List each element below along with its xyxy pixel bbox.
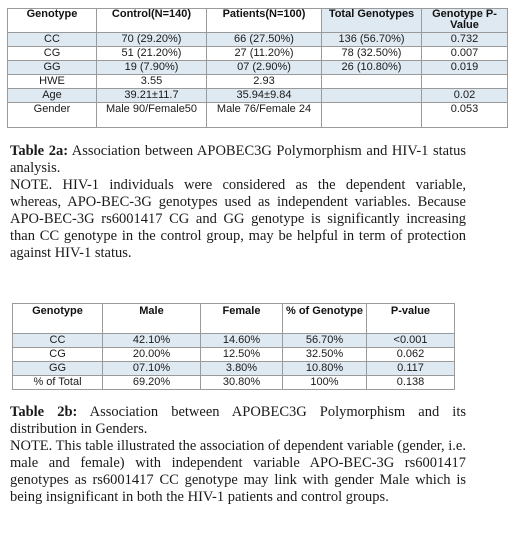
table-cell: 136 (56.70%) <box>322 33 422 47</box>
table-cell: 20.00% <box>103 348 201 362</box>
table-cell: 3.80% <box>201 362 283 376</box>
table-cell: Male 90/Female50 <box>97 103 207 128</box>
table-cell: GG <box>13 362 103 376</box>
table-2b-header-genotype: Genotype <box>13 304 103 334</box>
table-cell: 0.019 <box>422 61 508 75</box>
table-cell: HWE <box>8 75 97 89</box>
table-cell: 30.80% <box>201 376 283 390</box>
table-cell: 3.55 <box>97 75 207 89</box>
table-cell: Male 76/Female 24 <box>207 103 322 128</box>
table-2a-header-genotype-p-value: Genotype P-Value <box>422 9 508 33</box>
table-cell: 39.21±11.7 <box>97 89 207 103</box>
table-cell: Age <box>8 89 97 103</box>
caption-label: Table 2a: <box>10 143 69 159</box>
caption-title: Association between APOBEC3G Polymorphism and its distribution in Genders. <box>10 404 467 437</box>
table-cell: 66 (27.50%) <box>207 33 322 47</box>
table-2a <box>7 8 508 128</box>
table-cell: <0.001 <box>367 334 455 348</box>
table-cell: 70 (29.20%) <box>97 33 207 47</box>
table-cell: 78 (32.50%) <box>322 47 422 61</box>
table-row <box>13 334 455 348</box>
table-2b-header-p-value: P-value <box>367 304 455 334</box>
table-cell: 42.10% <box>103 334 201 348</box>
table-cell: 0.732 <box>422 33 508 47</box>
table-row <box>8 33 508 47</box>
table-row <box>8 47 508 61</box>
table-cell: 56.70% <box>283 334 367 348</box>
table-cell: 10.80% <box>283 362 367 376</box>
table-cell: 0.007 <box>422 47 508 61</box>
table-row <box>13 362 455 376</box>
table-2b-header-percent-of-genotype: % of Genotype <box>283 304 367 334</box>
table-2b-header-female: Female <box>201 304 283 334</box>
table-cell <box>322 89 422 103</box>
table-cell <box>422 75 508 89</box>
table-cell: CG <box>8 47 97 61</box>
table-2a-header-genotype: Genotype <box>8 9 97 33</box>
table-cell: 26 (10.80%) <box>322 61 422 75</box>
table-row <box>8 103 508 128</box>
table-cell: % of Total <box>13 376 103 390</box>
caption-title: Association between APOBEC3G Polymorphism and HIV-1 status analysis. <box>10 143 467 176</box>
caption-note: NOTE. HIV-1 individuals were considered as the dependent variable, whereas, APO-BEC-3G genotypes used as independent variables. Because APO-BEC-3G rs6001417 CG and GG genotype is significantly increasing than CC genotype in the control group, may be helpful in term of protection against HIV-1 status. <box>10 177 466 261</box>
table-cell: 0.062 <box>367 348 455 362</box>
table-cell: 35.94±9.84 <box>207 89 322 103</box>
table-2a-header-control: Control(N=140) <box>97 9 207 33</box>
table-row <box>8 89 508 103</box>
table-2a-header-total-genotypes: Total Genotypes <box>322 9 422 33</box>
table-2a-caption <box>10 143 466 262</box>
table-cell: 0.138 <box>367 376 455 390</box>
table-2a-header-patients: Patients(N=100) <box>207 9 322 33</box>
table-cell: 0.02 <box>422 89 508 103</box>
table-cell: 32.50% <box>283 348 367 362</box>
table-cell: 0.053 <box>422 103 508 128</box>
table-cell: GG <box>8 61 97 75</box>
table-cell: 07.10% <box>103 362 201 376</box>
table-cell: CC <box>8 33 97 47</box>
table-cell: 69.20% <box>103 376 201 390</box>
table-cell: 0.117 <box>367 362 455 376</box>
table-cell: 12.50% <box>201 348 283 362</box>
table-cell: 51 (21.20%) <box>97 47 207 61</box>
table-cell: 27 (11.20%) <box>207 47 322 61</box>
table-row <box>8 75 508 89</box>
table-2b-header-row <box>13 304 455 334</box>
table-cell <box>322 75 422 89</box>
table-cell: 19 (7.90%) <box>97 61 207 75</box>
table-row <box>13 376 455 390</box>
caption-label: Table 2b: <box>10 404 78 420</box>
table-cell: 07 (2.90%) <box>207 61 322 75</box>
table-cell: 14.60% <box>201 334 283 348</box>
table-cell: CG <box>13 348 103 362</box>
table-cell <box>322 103 422 128</box>
table-2a-header-row <box>8 9 508 33</box>
table-2b <box>12 303 455 390</box>
table-cell: CC <box>13 334 103 348</box>
caption-note: NOTE. This table illustrated the association of dependent variable (gender, i.e. male and female) with independent variable APO-BEC-3G rs6001417 genotypes as rs6001417 CC genotype may link with gender Male which is being insignificant in both the HIV-1 patients and control groups. <box>10 438 466 505</box>
table-cell: 2.93 <box>207 75 322 89</box>
table-row <box>8 61 508 75</box>
table-cell: 100% <box>283 376 367 390</box>
table-cell: Gender <box>8 103 97 128</box>
table-row <box>13 348 455 362</box>
table-2b-header-male: Male <box>103 304 201 334</box>
table-2b-caption <box>10 404 466 506</box>
